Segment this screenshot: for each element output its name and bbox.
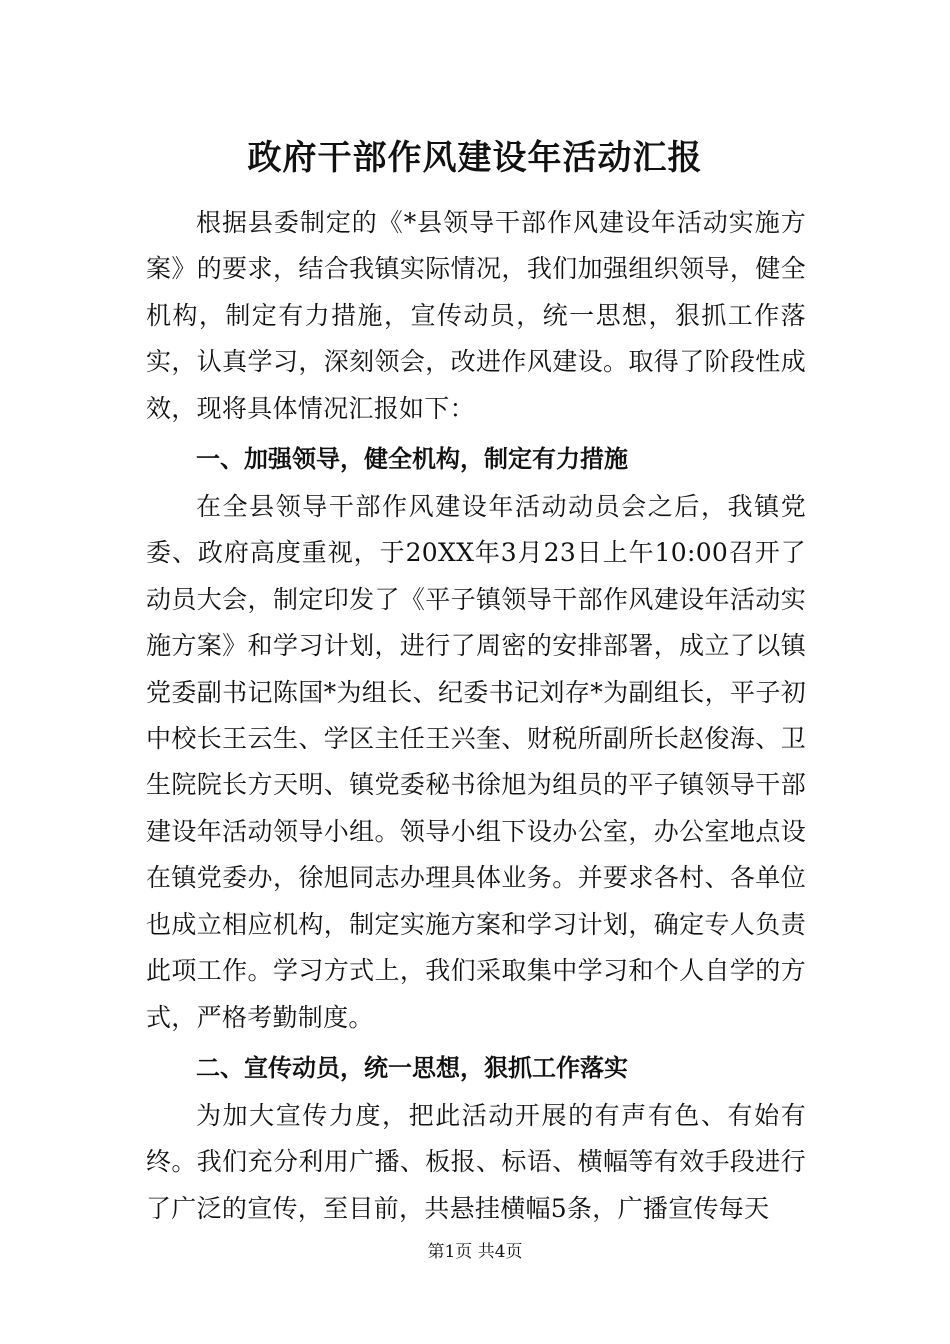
- document-body: [146, 200, 806, 1232]
- section-heading-2: 二、宣传动员，统一思想，狠抓工作落实: [196, 1053, 628, 1082]
- document-title: 政府干部作风建设年活动汇报: [247, 138, 703, 178]
- section-heading-1: 一、加强领导，健全机构，制定有力措施: [196, 445, 628, 474]
- section-1-paragraph: 在全县领导干部作风建设年活动动员会之后，我镇党委、政府高度重视，于20XX年3月23日上午10:00召开了动员大会，制定印发了《平子镇领导干部作风建设年活动实施方案》和学习计划，进行了周密的安排部署，成立了以镇党委副书记陈国*为组长、纪委书记刘存*为副组长，平子初中校长王云生、学区主任王兴奎、财税所副所长赵俊海、卫生院院长方天明、镇党委秘书徐旭为组员的平子镇领导干部建设年活动领导小组。领导小组下设办公室，办公室地点设在镇党委办，徐旭同志办理具体业务。并要求各村、各单位也成立相应机构，制定实施方案和学习计划，确定专人负责此项工作。学习方式上，我们采取集中学习和个人自学的方式，严格考勤制度。: [146, 492, 806, 1032]
- page-number-footer: 第1页 共4页: [427, 1242, 523, 1262]
- intro-paragraph: 根据县委制定的《*县领导干部作风建设年活动实施方案》的要求，结合我镇实际情况，我们加强组织领导，健全机构，制定有力措施，宣传动员，统一思想，狠抓工作落实，认真学习，深刻领会，改进作风建设。取得了阶段性成效，现将具体情况汇报如下：: [146, 208, 806, 423]
- section-2-paragraph: 为加大宣传力度，把此活动开展的有声有色、有始有终。我们充分利用广播、板报、标语、横幅等有效手段进行了广泛的宣传，至目前，共悬挂横幅5条，广播宣传每天: [146, 1100, 806, 1223]
